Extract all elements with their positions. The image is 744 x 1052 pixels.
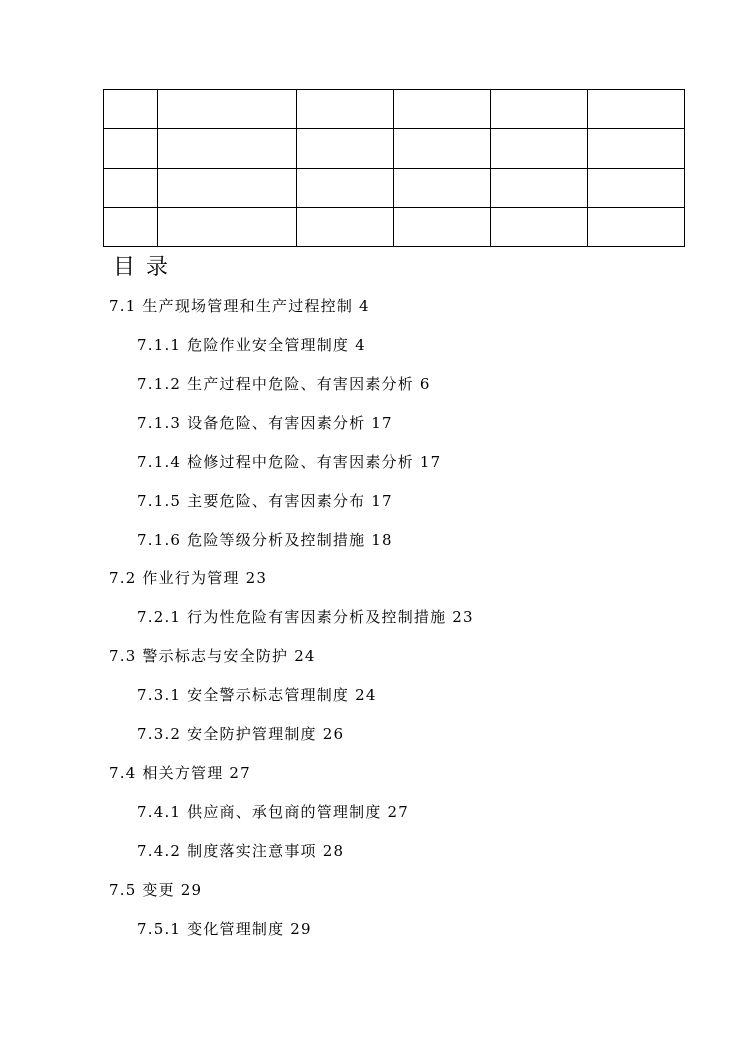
table-cell xyxy=(297,168,394,207)
toc-entry-7-3-2[interactable]: 7.3.2 安全防护管理制度 26 xyxy=(137,725,345,743)
table-cell xyxy=(588,90,685,129)
toc-entry-7-1-1[interactable]: 7.1.1 危险作业安全管理制度 4 xyxy=(137,336,366,354)
toc-entry-7-1[interactable]: 7.1 生产现场管理和生产过程控制 4 xyxy=(109,297,370,315)
table-cell xyxy=(158,207,297,246)
table-cell xyxy=(297,90,394,129)
toc-entry-7-1-5[interactable]: 7.1.5 主要危险、有害因素分布 17 xyxy=(137,492,393,510)
toc-entry-7-1-2[interactable]: 7.1.2 生产过程中危险、有害因素分析 6 xyxy=(137,375,431,393)
toc-entry-7-1-3[interactable]: 7.1.3 设备危险、有害因素分析 17 xyxy=(137,414,393,432)
toc-entry-7-1-6[interactable]: 7.1.6 危险等级分析及控制措施 18 xyxy=(137,531,393,549)
toc-entry-7-4-1[interactable]: 7.4.1 供应商、承包商的管理制度 27 xyxy=(137,803,409,821)
table-cell xyxy=(394,129,491,168)
toc-entry-7-3[interactable]: 7.3 警示标志与安全防护 24 xyxy=(109,647,316,665)
table-cell xyxy=(394,168,491,207)
table-cell xyxy=(588,168,685,207)
table-cell xyxy=(491,168,588,207)
table-row xyxy=(104,207,685,246)
table-cell xyxy=(104,168,158,207)
table-cell xyxy=(491,129,588,168)
toc-entry-7-5[interactable]: 7.5 变更 29 xyxy=(109,881,203,899)
toc-entry-7-4-2[interactable]: 7.4.2 制度落实注意事项 28 xyxy=(137,842,345,860)
table-cell xyxy=(491,207,588,246)
table-cell xyxy=(588,207,685,246)
table-row xyxy=(104,168,685,207)
table-cell xyxy=(104,207,158,246)
table-row xyxy=(104,90,685,129)
toc-entry-7-2[interactable]: 7.2 作业行为管理 23 xyxy=(109,569,268,587)
table-row xyxy=(104,129,685,168)
toc-entry-7-5-1[interactable]: 7.5.1 变化管理制度 29 xyxy=(137,920,312,938)
toc-entry-7-4[interactable]: 7.4 相关方管理 27 xyxy=(109,764,251,782)
toc-entry-7-2-1[interactable]: 7.2.1 行为性危险有害因素分析及控制措施 23 xyxy=(137,608,474,626)
table-cell xyxy=(104,90,158,129)
toc-entry-7-3-1[interactable]: 7.3.1 安全警示标志管理制度 24 xyxy=(137,686,377,704)
empty-grid-table xyxy=(103,89,685,247)
table-cell xyxy=(158,168,297,207)
table-cell xyxy=(394,207,491,246)
table-cell xyxy=(394,90,491,129)
toc-heading: 目 录 xyxy=(113,255,170,280)
table-cell xyxy=(588,129,685,168)
table-cell xyxy=(491,90,588,129)
table-cell xyxy=(104,129,158,168)
table-cell xyxy=(297,129,394,168)
table-cell xyxy=(158,90,297,129)
toc-entry-7-1-4[interactable]: 7.1.4 检修过程中危险、有害因素分析 17 xyxy=(137,453,442,471)
table-cell xyxy=(158,129,297,168)
table-cell xyxy=(297,207,394,246)
